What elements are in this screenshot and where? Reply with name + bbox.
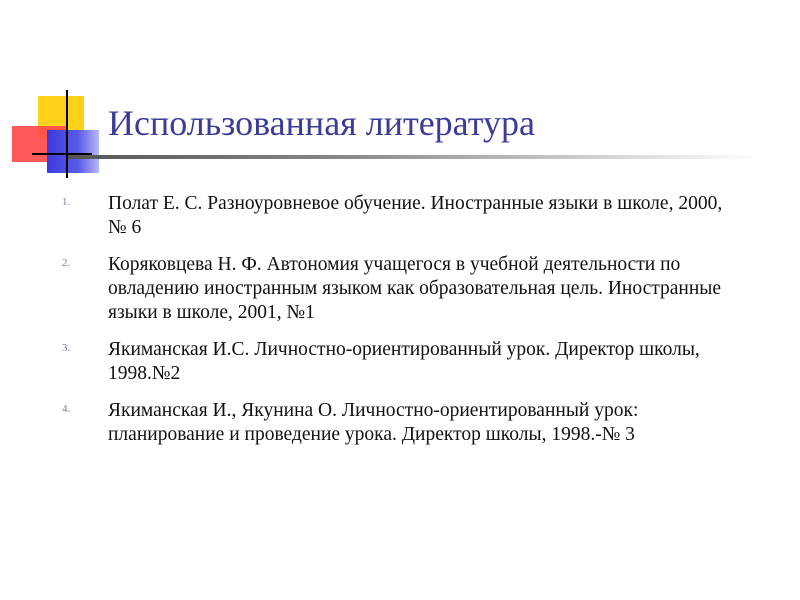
reference-item-3 [60,338,740,386]
colored-squares-crosshair-icon [0,0,120,190]
reference-text: Коряковцева Н. Ф. Автономия учащегося в учебной деятельности по овладению иностранным языком как образовательная цель. Иностранные языки в школе, 2001, №1 [108,254,722,323]
reference-text: Якиманская И.С. Личностно-ориентированный урок. Директор школы, 1998.№2 [108,339,700,384]
reference-item-1 [60,192,740,240]
slide-title: Использованная литература [108,103,535,143]
reference-number: 3. [62,342,71,354]
reference-item-2 [60,253,740,325]
title-divider [68,155,758,159]
blue-square [47,130,99,173]
reference-number: 2. [62,257,71,269]
vertical-line [66,90,68,178]
reference-number: 1. [62,196,71,208]
reference-item-4 [60,399,740,447]
reference-text: Полат Е. С. Разноуровневое обучение. Иностранные языки в школе, 2000, № 6 [108,193,723,238]
reference-text: Якиманская И., Якунина О. Личностно-ориентированный урок: планирование и проведение урока. Директор школы, 1998.-№ 3 [108,400,639,445]
reference-number: 4. [62,403,71,415]
reference-list [60,192,740,460]
